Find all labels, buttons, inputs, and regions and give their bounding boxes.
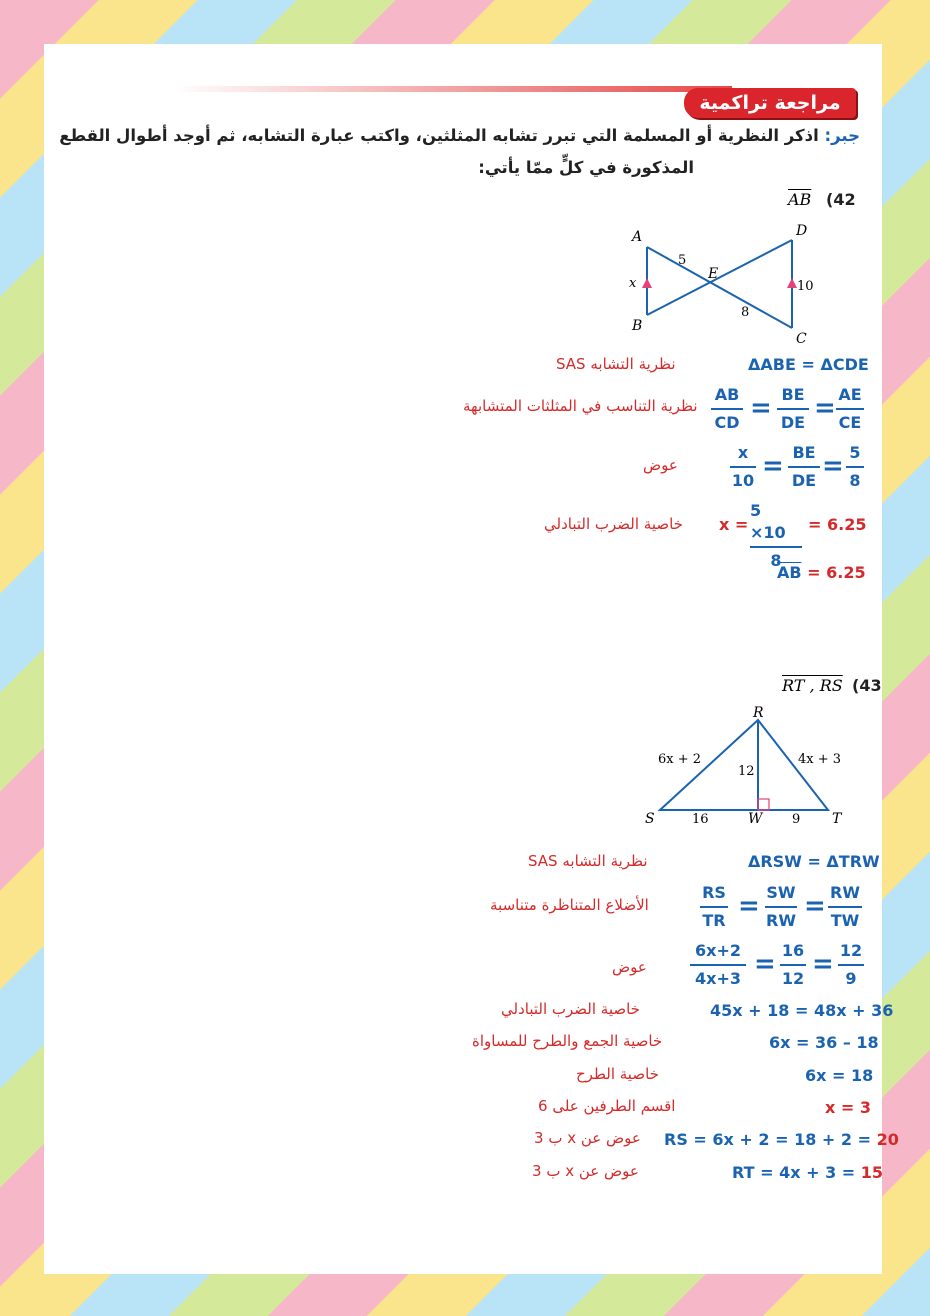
p43-fraction-rs-tr: RS TR	[700, 882, 728, 932]
label-10: 10	[797, 279, 814, 294]
p43-reason-7: اقسم الطرفين على 6	[538, 1097, 676, 1115]
p42-fraction-ab-cd: AB CD	[711, 384, 743, 434]
p43-fraction-6x2-4x3: 6x+2 4x+3	[690, 940, 746, 990]
label-8: 8	[741, 305, 750, 320]
p42-result: = 6.25	[808, 515, 867, 534]
p43-simplify: 6x = 18	[805, 1066, 874, 1085]
p43-reason-4: خاصية الضرب التبادلي	[501, 1000, 640, 1018]
label-r: R	[753, 705, 764, 721]
p42-fraction-be-de-2: BE DE	[788, 442, 820, 492]
label-b: B	[632, 318, 643, 334]
equals-sign: =	[754, 949, 776, 979]
problem-42-segment: $\overline{AB}$	[788, 190, 812, 209]
p43-fraction-sw-rw: SW RW	[766, 883, 796, 930]
p43-reason-9: عوض عن x ب 3	[532, 1162, 639, 1180]
equals-sign: =	[822, 451, 844, 481]
p42-final-answer: $\overline{AB} = 6.25$	[777, 563, 866, 582]
label-12: 12	[738, 764, 755, 779]
equals-sign: =	[762, 451, 784, 481]
arrow-mark-dc	[787, 278, 797, 288]
p43-fraction-16-12: 16 12	[781, 941, 805, 988]
label-5: 5	[678, 253, 687, 268]
p43-x-solution: x = 3	[825, 1098, 871, 1117]
p43-rt-answer: RT = 4x + 3 = 15	[732, 1163, 884, 1182]
section-banner	[684, 88, 856, 118]
p43-fraction-12-9: 12 9	[839, 941, 863, 988]
label-d: D	[796, 223, 808, 239]
p42-fraction-be-de: BE DE	[777, 384, 809, 434]
p43-cross-multiply: 45x + 18 = 48x + 36	[710, 1001, 894, 1020]
banner-title: مراجعة تراكمية	[699, 92, 841, 114]
p42-reason-3: عوض	[643, 456, 678, 474]
p43-rs-answer: RS = 6x + 2 = 18 + 2 = 20	[664, 1130, 899, 1149]
question-text-1: اذكر النظرية أو المسلمة التي تبرر تشابه المثلثين، واكتب عبارة التشابه، ثم أوجد أطوال القطع	[59, 126, 819, 145]
problem-42-number: (42	[826, 190, 856, 209]
p42-reason-1: نظرية التشابه SAS	[556, 355, 676, 373]
p43-reason-3: عوض	[612, 958, 647, 976]
label-t: T	[832, 811, 842, 827]
label-x: x	[629, 276, 637, 291]
equals-sign: =	[804, 891, 826, 921]
label-16: 16	[692, 812, 709, 827]
label-4x3: 4x + 3	[798, 752, 842, 767]
equals-sign: =	[738, 891, 760, 921]
p43-reason-2: الأضلاع المتناظرة متناسبة	[490, 896, 649, 914]
p42-x-equals: x =	[719, 515, 749, 534]
figure-42-bowtie	[614, 218, 834, 348]
p43-fraction-rw-tw: RW TW	[828, 882, 862, 932]
problem-43-number: (43	[852, 676, 882, 695]
segment-ac	[647, 247, 792, 328]
label-w: W	[748, 811, 763, 827]
figure-43-triangle	[640, 702, 860, 832]
equals-sign: =	[812, 949, 834, 979]
question-label: جبر:	[824, 126, 860, 145]
banner-rule	[172, 86, 732, 92]
p43-similarity-statement: ΔRSW = ΔTRW	[748, 852, 880, 871]
right-angle-mark	[758, 799, 769, 810]
p43-reason-6: خاصية الطرح	[576, 1065, 659, 1083]
segment-bd	[647, 240, 792, 315]
p42-fraction-ae-ce: AE CE	[836, 384, 864, 434]
p42-reason-2: نظرية التناسب في المثلثات المتشابهة	[463, 397, 698, 415]
p43-reason-8: عوض عن x ب 3	[534, 1129, 641, 1147]
equals-sign: =	[814, 393, 836, 423]
question-line-1	[59, 126, 860, 145]
label-s: S	[645, 811, 655, 827]
p42-fraction-x-10: x 10	[731, 443, 755, 490]
p43-reason-5: خاصية الجمع والطرح للمساواة	[472, 1032, 663, 1050]
question-line-2: المذكورة في كلٍّ ممّا يأتي:	[478, 158, 694, 177]
label-6x2: 6x + 2	[658, 752, 702, 767]
equals-sign: =	[750, 393, 772, 423]
p42-reason-4: خاصية الضرب التبادلي	[544, 515, 683, 533]
worksheet-page	[44, 44, 899, 1274]
label-a: A	[632, 229, 643, 245]
p43-reason-1: نظرية التشابه SAS	[528, 852, 648, 870]
label-e: E	[708, 266, 719, 282]
label-9: 9	[792, 812, 801, 827]
p42-similarity-statement: ΔABE = ΔCDE	[748, 355, 869, 374]
arrow-mark-ab	[642, 278, 652, 288]
p42-fraction-5-8: 5 8	[846, 442, 864, 492]
label-c: C	[796, 331, 807, 347]
problem-43-segments: RT , RS	[782, 676, 843, 695]
p42-fraction-50-8: 5 ×10 8	[750, 500, 802, 572]
p43-collect-terms: 6x = 36 – 18	[769, 1033, 879, 1052]
